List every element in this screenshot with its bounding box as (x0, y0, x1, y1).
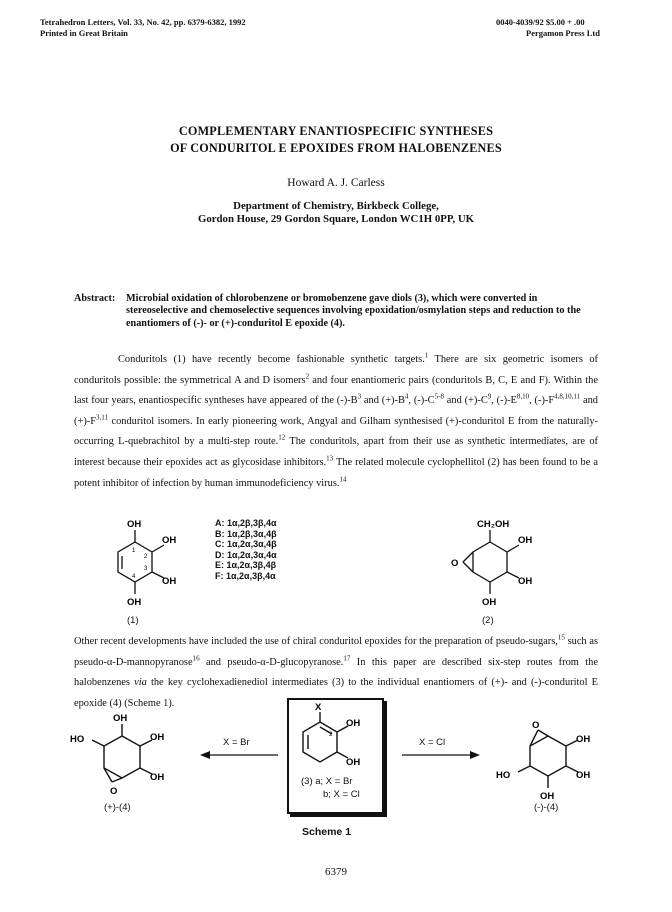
position-4: 4 (132, 574, 136, 580)
oh-box-upper: OH (346, 718, 361, 729)
oh-box-lower: OH (346, 757, 361, 768)
affiliation-line-1: Department of Chemistry, Birkbeck College, (233, 200, 439, 212)
oh-c2-upper-label: OH (518, 535, 533, 546)
oh-scheme-right-upper: OH (576, 734, 591, 745)
compound-1-label: (1) (127, 615, 139, 626)
scheme-caption: Scheme 1 (302, 826, 352, 838)
structure-minus-4 (484, 700, 624, 812)
oh-right-lower-label: OH (162, 576, 177, 587)
scheme-left-label: (+)-(4) (104, 802, 131, 813)
isomer-a: A: 1α,2β,3β,4α (215, 518, 277, 528)
compound-2-label: (2) (482, 615, 494, 626)
isomer-list (215, 518, 277, 582)
oh-c2-lower-label: OH (518, 576, 533, 587)
title-line-2: OF CONDURITOL E EPOXIDES FROM HALOBENZENES (170, 141, 502, 155)
oh-right-upper-label: OH (162, 535, 177, 546)
position-3: 3 (144, 566, 148, 572)
o-scheme-right-epoxide: O (532, 720, 540, 731)
abstract-label: Abstract: (74, 293, 116, 304)
isomer-c: C: 1α,2α,3α,4β (215, 539, 277, 550)
oh-c2-bottom-label: OH (482, 597, 497, 608)
abstract-text: Microbial oxidation of chlorobenzene or bromobenzene gave diols (3), which were converted in stereoselective and chemoselective sequences involving epoxidation/osmylation steps and reduction to the enantiomers of (-)- or (+)-conduritol E epoxide (4). (126, 293, 581, 329)
structure-compound-2 (448, 512, 568, 612)
abstract (74, 293, 598, 330)
structure-compound-3 (290, 700, 380, 780)
box-position-2: 2 (329, 732, 333, 738)
oh-scheme-left-upper: OH (150, 732, 165, 743)
position-2: 2 (144, 554, 148, 560)
oh-scheme-right-bottom: OH (540, 791, 555, 802)
oh-scheme-left-top: OH (113, 713, 128, 724)
oh-scheme-right-lower: OH (576, 770, 591, 781)
arrow-left-icon (198, 750, 280, 760)
affiliation-line-2: Gordon House, 29 Gordon Square, London WC1H 0PP, UK (197, 213, 475, 225)
journal-citation: Tetrahedron Letters, Vol. 33, No. 42, pp. 6379-6382, 1992 (40, 17, 246, 27)
epoxide-o-label: O (451, 558, 459, 569)
structure-compound-1 (100, 512, 220, 612)
title-line-1: COMPLEMENTARY ENANTIOSPECIFIC SYNTHESES (178, 124, 494, 138)
scheme-right-label: (-)-(4) (534, 802, 559, 813)
isomer-e: E: 1α,2α,3β,4β (215, 560, 277, 571)
oh-bottom-label: OH (127, 597, 142, 608)
o-scheme-left-epoxide: O (110, 786, 118, 797)
x-substituent: X (315, 702, 322, 713)
box-line-2: b; X = Cl (323, 789, 360, 800)
oh-top-label: OH (127, 519, 142, 530)
arrow-right-icon (400, 750, 482, 760)
printed-in: Printed in Great Britain (40, 28, 128, 38)
position-1: 1 (132, 548, 136, 554)
article-code: 0040-4039/92 $5.00 + .00 (496, 17, 585, 27)
ho-scheme-right: HO (496, 770, 511, 781)
arrow-left-condition: X = Br (223, 737, 250, 748)
isomer-d: D: 1α,2α,3α,4α (215, 549, 277, 560)
paragraph-intro: Conduritols (1) have recently become fashionable synthetic targets.$^1$ There are six geometric isomers of conduritols possible: the symmetrical A and D isomers$^2$ and four enantiomeric pairs (conduritols B, C, E and F). Within the last four years, enantiospecific syntheses have appeared of the $(-)-B^3$ and $(+)-B^4$, $(-)-C^{5-8}$ and $(+)-C^9$, $(-)-E^{8,10}$, $(-)-F^{4,8,10,11}$ and $(+)-F^{3,11}$ conduritol isomers. In early pioneering work, Angyal and Gilham synthesised (+)-conduritol E from the naturally-occurring L-quebrachitol by a multi-step route.$^{12}$ The conduritols, apart from their use as synthetic intermediates, are of interest because their epoxides act as glycosidase inhibitors.$^{13}$ The related molecule cyclophellitol (2) has been found to be a potent inhibitor of infection by human immunodeficiency virus.$^{14}$ (74, 351, 598, 489)
publisher: Pergamon Press Ltd (526, 28, 600, 38)
author: Howard A. J. Carless (287, 177, 385, 189)
box-line-1: (3) a; X = Br (301, 776, 353, 787)
oh-scheme-left-lower: OH (150, 772, 165, 783)
arrow-right-condition: X = Cl (419, 737, 446, 748)
ch2oh-label: CH₂OH (477, 519, 510, 530)
isomer-b: B: 1α,2β,3α,4β (215, 528, 277, 539)
isomer-f: F: 1α,2α,3β,4α (215, 570, 276, 581)
ho-scheme-left: HO (70, 734, 85, 745)
page-number: 6379 (325, 866, 347, 878)
paragraph-recent: Other recent developments have included the use of chiral conduritol epoxides for the preparation of pseudo-sugars,$^{15}$ such as pseudo-α-D-mannopyranose$^{16}$ and pseudo-α-D-glucopyranose.$^{17}$ In this paper are described six-step routes from the halobenzenes via the key cyclohexadienediol intermediates (3) to the individual enantiomers of (+)- and (-)-conduritol E epoxide (4) (Scheme 1). (74, 633, 598, 709)
